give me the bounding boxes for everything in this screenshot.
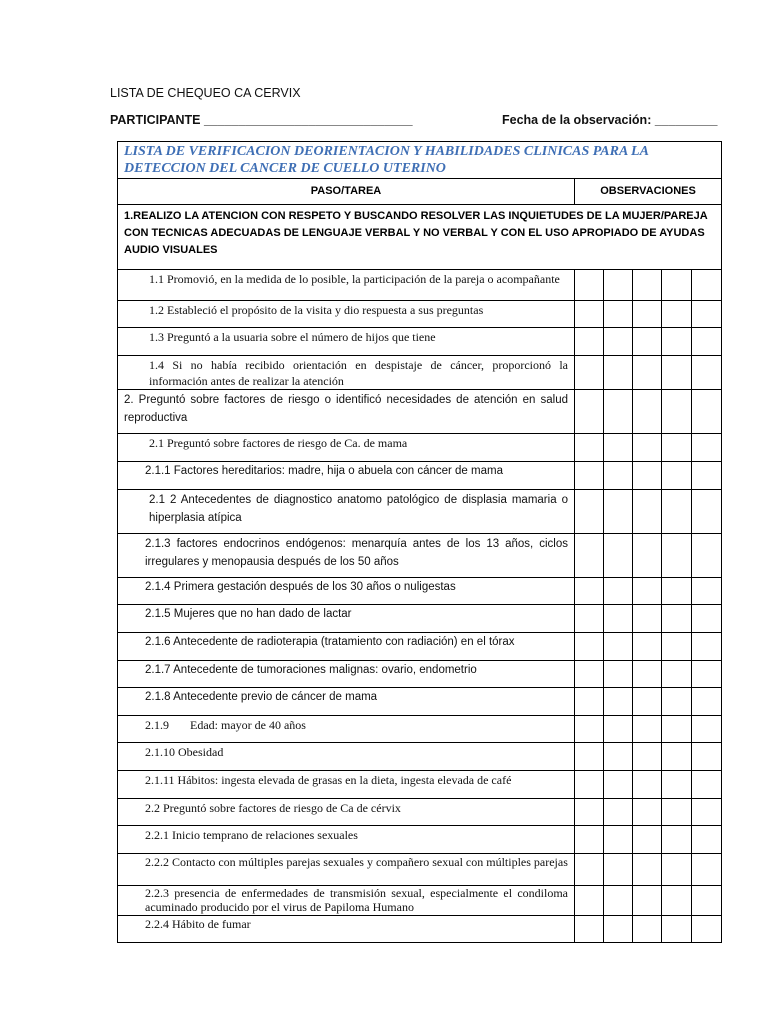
observation-cell[interactable]	[692, 328, 722, 356]
observation-cell[interactable]	[633, 854, 662, 886]
observation-cell[interactable]	[575, 301, 604, 328]
observation-cell[interactable]	[662, 771, 692, 799]
observation-cell[interactable]	[662, 301, 692, 328]
observation-cell[interactable]	[662, 605, 692, 633]
task-label: 1.4 Si no había recibido orientación en despistaje de cáncer, proporcionó la información antes de realizar la atención	[118, 356, 575, 390]
table-row	[118, 688, 722, 716]
observation-cell[interactable]	[633, 771, 662, 799]
task-label: 2.1.3 factores endocrinos endógenos: menarquía antes de los 13 años, ciclos irregulares y menopausia después de los 50 años	[118, 534, 575, 578]
observation-cell[interactable]	[692, 886, 722, 916]
task-label: 2.1.11 Hábitos: ingesta elevada de grasas en la dieta, ingesta elevada de café	[118, 771, 575, 799]
observation-cell[interactable]	[692, 578, 722, 605]
observation-cell[interactable]	[575, 390, 604, 434]
task-label: 2.1 2 Antecedentes de diagnostico anatomo patológico de displasia mamaria o hiperplasia atípica	[118, 490, 575, 534]
observation-cell[interactable]	[575, 771, 604, 799]
observation-cell[interactable]	[604, 886, 633, 916]
table-header-row	[118, 179, 722, 205]
observation-cell[interactable]	[633, 633, 662, 661]
observation-cell[interactable]	[633, 301, 662, 328]
observation-cell[interactable]	[575, 328, 604, 356]
observation-cell[interactable]	[633, 799, 662, 826]
observation-cell[interactable]	[692, 462, 722, 490]
observation-cell[interactable]	[662, 490, 692, 534]
observation-cell[interactable]	[575, 605, 604, 633]
observation-cell[interactable]	[633, 356, 662, 390]
observation-cell[interactable]	[692, 799, 722, 826]
observation-cell[interactable]	[575, 633, 604, 661]
observation-cell[interactable]	[604, 688, 633, 716]
task-label: 2.1 Preguntó sobre factores de riesgo de Ca. de mama	[118, 434, 575, 462]
observation-cell[interactable]	[692, 826, 722, 854]
observation-cell[interactable]	[662, 688, 692, 716]
table-row	[118, 578, 722, 605]
task-label: 2.1.9 Edad: mayor de 40 años	[118, 716, 575, 743]
participant-field: PARTICIPANTE ______________________________	[110, 113, 413, 127]
task-label: 1.1 Promovió, en la medida de lo posible, la participación de la pareja o acompañante	[118, 270, 575, 301]
table-row	[118, 771, 722, 799]
task-label: 2.1.6 Antecedente de radioterapia (tratamiento con radiación) en el tórax	[118, 633, 575, 661]
observation-cell[interactable]	[575, 854, 604, 886]
table-row	[118, 270, 722, 301]
table-row	[118, 605, 722, 633]
observation-cell[interactable]	[604, 854, 633, 886]
observation-cell[interactable]	[604, 605, 633, 633]
observation-cell[interactable]	[662, 633, 692, 661]
observation-cell[interactable]	[662, 716, 692, 743]
observation-cell[interactable]	[662, 390, 692, 434]
task-label: 2.1.8 Antecedente previo de cáncer de mama	[118, 688, 575, 716]
observation-cell[interactable]	[633, 490, 662, 534]
observation-cell[interactable]	[662, 743, 692, 771]
observation-cell[interactable]	[633, 688, 662, 716]
table-row	[118, 301, 722, 328]
observation-cell[interactable]	[692, 743, 722, 771]
table-row	[118, 434, 722, 462]
observation-cell[interactable]	[692, 854, 722, 886]
observation-cell[interactable]	[604, 799, 633, 826]
observation-cell[interactable]	[604, 743, 633, 771]
observation-cell[interactable]	[692, 270, 722, 301]
observation-cell[interactable]	[633, 605, 662, 633]
task-label: 2.2.4 Hábito de fumar	[118, 916, 575, 943]
observation-cell[interactable]	[692, 356, 722, 390]
observation-cell[interactable]	[575, 886, 604, 916]
task-label: 2.2 Preguntó sobre factores de riesgo de Ca de cérvix	[118, 799, 575, 826]
observation-cell[interactable]	[662, 270, 692, 301]
observation-cell[interactable]	[662, 886, 692, 916]
checklist-table	[117, 141, 722, 943]
observation-cell[interactable]	[604, 916, 633, 943]
observation-cell[interactable]	[633, 826, 662, 854]
observation-cell[interactable]	[604, 716, 633, 743]
table-row	[118, 534, 722, 578]
observation-cell[interactable]	[575, 434, 604, 462]
observation-cell[interactable]	[575, 743, 604, 771]
observation-cell[interactable]	[633, 916, 662, 943]
observation-cell[interactable]	[662, 356, 692, 390]
column-header-task: PASO/TAREA	[118, 179, 575, 205]
table-row	[118, 356, 722, 390]
observation-cell[interactable]	[633, 434, 662, 462]
observation-cell[interactable]	[633, 578, 662, 605]
observation-cell[interactable]	[633, 270, 662, 301]
observation-cell[interactable]	[604, 826, 633, 854]
observation-cell[interactable]	[604, 490, 633, 534]
observation-cell[interactable]	[662, 434, 692, 462]
document-title: LISTA DE CHEQUEO CA CERVIX	[110, 86, 301, 100]
observation-cell[interactable]	[575, 716, 604, 743]
observation-cell[interactable]	[692, 301, 722, 328]
observation-cell[interactable]	[662, 826, 692, 854]
observation-cell[interactable]	[662, 661, 692, 688]
task-label: 2.2.1 Inicio temprano de relaciones sexuales	[118, 826, 575, 854]
observation-cell[interactable]	[692, 661, 722, 688]
task-label: 1.3 Preguntó a la usuaria sobre el número de hijos que tiene	[118, 328, 575, 356]
observation-cell[interactable]	[662, 854, 692, 886]
task-label: 2.1.1 Factores hereditarios: madre, hija o abuela con cáncer de mama	[118, 462, 575, 490]
table-row	[118, 328, 722, 356]
observation-cell[interactable]	[692, 390, 722, 434]
observation-cell[interactable]	[633, 462, 662, 490]
task-label: 2.1.10 Obesidad	[118, 743, 575, 771]
observation-cell[interactable]	[692, 688, 722, 716]
table-row	[118, 886, 722, 916]
observation-cell[interactable]	[692, 534, 722, 578]
observation-cell[interactable]	[575, 661, 604, 688]
observation-cell[interactable]	[692, 605, 722, 633]
observation-cell[interactable]	[575, 799, 604, 826]
observation-cell[interactable]	[604, 534, 633, 578]
observation-cell[interactable]	[692, 490, 722, 534]
observation-cell[interactable]	[662, 534, 692, 578]
table-title-row	[118, 142, 722, 179]
observation-cell[interactable]	[633, 716, 662, 743]
table-row	[118, 799, 722, 826]
table-row	[118, 916, 722, 943]
task-label: 2.1.5 Mujeres que no han dado de lactar	[118, 605, 575, 633]
observation-cell[interactable]	[604, 462, 633, 490]
observation-cell[interactable]	[633, 661, 662, 688]
table-row	[118, 462, 722, 490]
observation-cell[interactable]	[692, 716, 722, 743]
observation-cell[interactable]	[575, 826, 604, 854]
table-row	[118, 743, 722, 771]
observation-cell[interactable]	[604, 390, 633, 434]
section-1-heading: 1.REALIZO LA ATENCION CON RESPETO Y BUSCANDO RESOLVER LAS INQUIETUDES DE LA MUJER/PAREJA CON TECNICAS ADECUADAS DE LENGUAJE VERBAL Y NO VERBAL Y CON EL USO APROPIADO DE AYUDAS AUDIO VISUALES	[118, 205, 722, 270]
observation-cell[interactable]	[604, 328, 633, 356]
observation-cell[interactable]	[692, 434, 722, 462]
table-title: LISTA DE VERIFICACION DEORIENTACION Y HABILIDADES CLINICAS PARA LA DETECCION DEL CANCER DE CUELLO UTERINO	[118, 142, 722, 179]
section-row	[118, 205, 722, 270]
column-header-observations: OBSERVACIONES	[575, 179, 722, 205]
observation-cell[interactable]	[662, 578, 692, 605]
task-label: 1.2 Estableció el propósito de la visita y dio respuesta a sus preguntas	[118, 301, 575, 328]
observation-cell[interactable]	[662, 462, 692, 490]
task-label: 2.1.7 Antecedente de tumoraciones malignas: ovario, endometrio	[118, 661, 575, 688]
observation-cell[interactable]	[633, 534, 662, 578]
observation-cell[interactable]	[575, 534, 604, 578]
observation-cell[interactable]	[692, 916, 722, 943]
table-row	[118, 490, 722, 534]
table-row	[118, 390, 722, 434]
table-row	[118, 854, 722, 886]
observation-cell[interactable]	[692, 771, 722, 799]
task-label: 2.2.2 Contacto con múltiples parejas sexuales y compañero sexual con múltiples parejas	[118, 854, 575, 886]
observation-cell[interactable]	[604, 633, 633, 661]
observation-cell[interactable]	[604, 578, 633, 605]
table-row	[118, 661, 722, 688]
observation-cell[interactable]	[633, 886, 662, 916]
observation-cell[interactable]	[692, 633, 722, 661]
table-row	[118, 826, 722, 854]
observation-cell[interactable]	[604, 301, 633, 328]
observation-cell[interactable]	[575, 356, 604, 390]
task-label: 2. Preguntó sobre factores de riesgo o identificó necesidades de atención en salud reproductiva	[118, 390, 575, 434]
observation-cell[interactable]	[604, 434, 633, 462]
observation-cell[interactable]	[575, 578, 604, 605]
observation-date-field: Fecha de la observación: _________	[502, 113, 718, 127]
observation-cell[interactable]	[633, 743, 662, 771]
observation-cell[interactable]	[662, 799, 692, 826]
observation-cell[interactable]	[662, 328, 692, 356]
observation-cell[interactable]	[633, 328, 662, 356]
task-label: 2.1.4 Primera gestación después de los 30 años o nuligestas	[118, 578, 575, 605]
observation-cell[interactable]	[604, 771, 633, 799]
observation-cell[interactable]	[633, 390, 662, 434]
observation-cell[interactable]	[575, 270, 604, 301]
table-row	[118, 716, 722, 743]
task-label: 2.2.3 presencia de enfermedades de transmisión sexual, especialmente el condiloma acuminado producido por el virus de Papiloma Humano	[118, 886, 575, 916]
observation-cell[interactable]	[575, 462, 604, 490]
observation-cell[interactable]	[575, 688, 604, 716]
table-row	[118, 633, 722, 661]
observation-cell[interactable]	[575, 916, 604, 943]
observation-cell[interactable]	[575, 490, 604, 534]
observation-cell[interactable]	[604, 661, 633, 688]
observation-cell[interactable]	[604, 356, 633, 390]
observation-cell[interactable]	[604, 270, 633, 301]
observation-cell[interactable]	[662, 916, 692, 943]
